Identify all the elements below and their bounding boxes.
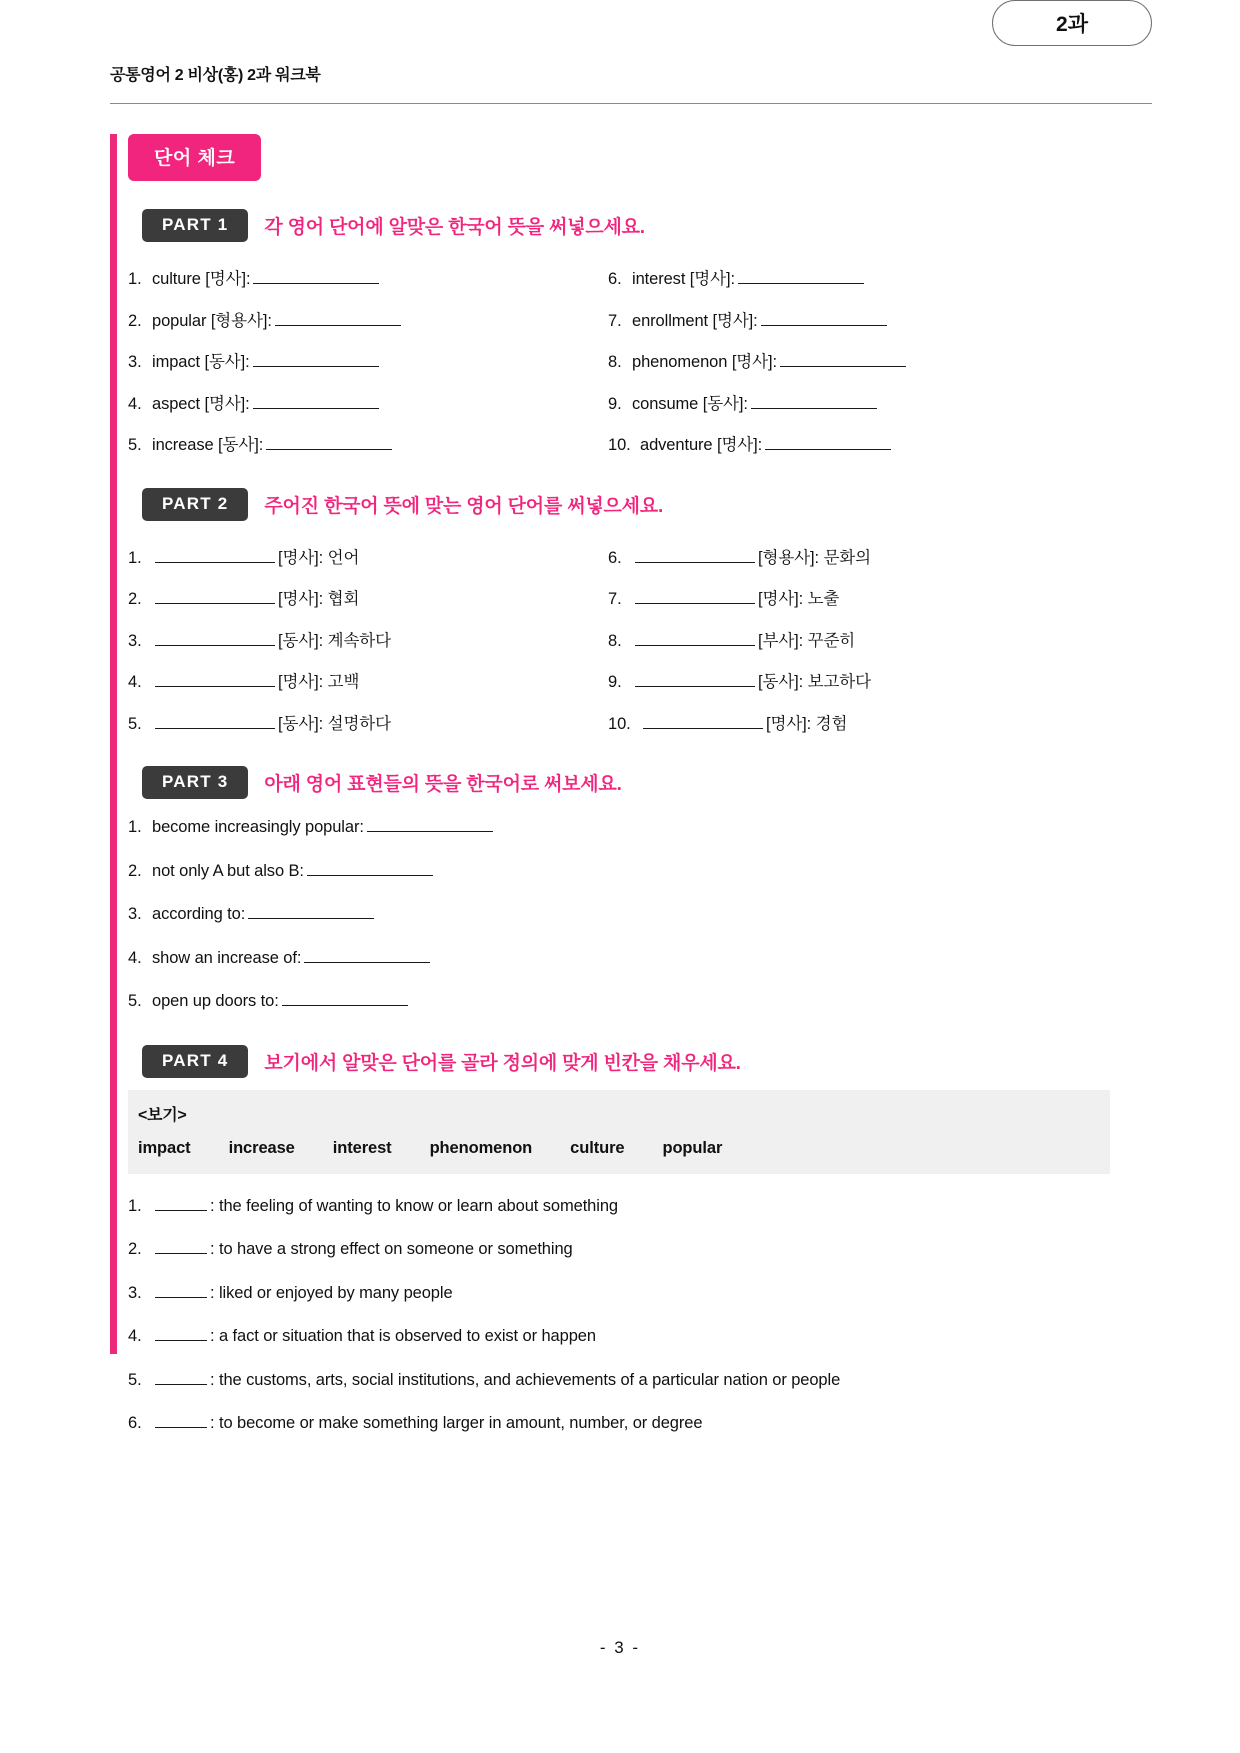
item-number: 2. <box>128 1240 142 1258</box>
item-text: become increasingly popular: <box>152 818 364 836</box>
part1-item-9 <box>608 383 1110 425</box>
answer-blank[interactable] <box>761 312 887 326</box>
part4-item-4 <box>128 1314 1110 1358</box>
word-bank-words <box>138 1139 1100 1158</box>
item-text: [동사]: 보고하다 <box>758 673 871 691</box>
item-text: popular [형용사]: <box>152 311 272 330</box>
item-text: [명사]: 경험 <box>766 714 848 733</box>
part4-item-5 <box>128 1358 1110 1402</box>
item-number: 6. <box>128 1414 142 1432</box>
part3-item-4 <box>128 936 1110 980</box>
item-number: 8. <box>608 353 622 371</box>
word-bank-label: <보기> <box>138 1106 187 1124</box>
answer-blank[interactable] <box>367 818 493 832</box>
part4-instruction: 보기에서 알맞은 단어를 골라 정의에 맞게 빈칸을 채우세요. <box>264 1052 741 1074</box>
part4-tag: PART 4 <box>142 1045 248 1078</box>
item-text: show an increase of: <box>152 948 302 967</box>
part2-instruction: 주어진 한국어 뜻에 맞는 영어 단어를 써넣으세요. <box>264 495 664 517</box>
answer-blank[interactable] <box>751 395 877 409</box>
item-number: 3. <box>128 631 142 650</box>
part2-header <box>142 488 1110 521</box>
item-number: 10. <box>608 714 631 733</box>
part2-items <box>128 537 1110 745</box>
answer-blank[interactable] <box>155 1371 207 1385</box>
answer-blank[interactable] <box>635 590 755 604</box>
item-text: according to: <box>152 905 246 923</box>
answer-blank[interactable] <box>155 1414 207 1428</box>
answer-blank[interactable] <box>780 353 906 367</box>
item-text: open up doors to: <box>152 992 279 1010</box>
item-text: phenomenon [명사]: <box>632 353 777 371</box>
item-text: aspect [명사]: <box>152 394 250 413</box>
answer-blank[interactable] <box>253 353 379 367</box>
part2-item-7 <box>608 578 1110 620</box>
part1-item-2 <box>128 300 598 342</box>
part4-item-1 <box>128 1184 1110 1228</box>
part1-instruction: 각 영어 단어에 알맞은 한국어 뜻을 써넣으세요. <box>264 217 645 238</box>
item-text: [명사]: 언어 <box>278 548 360 567</box>
part1-item-1 <box>128 258 598 300</box>
part1-item-5 <box>128 424 598 466</box>
answer-blank[interactable] <box>738 270 864 284</box>
item-text: impact [동사]: <box>152 353 250 371</box>
item-number: 10. <box>608 436 631 454</box>
answer-blank[interactable] <box>155 1327 207 1341</box>
part3-instruction: 아래 영어 표현들의 뜻을 한국어로 써보세요. <box>264 774 622 795</box>
part4-items <box>128 1184 1110 1445</box>
part2-item-10 <box>608 703 1110 745</box>
part3-header <box>142 766 1110 799</box>
workbook-title: 공통영어 2 비상(홍) 2과 워크북 <box>110 67 321 84</box>
item-number: 3. <box>128 353 142 371</box>
worksheet-content <box>110 134 1110 1445</box>
part1-tag: PART 1 <box>142 209 248 242</box>
answer-blank[interactable] <box>248 905 374 919</box>
answer-blank[interactable] <box>266 436 392 450</box>
part4-item-6 <box>128 1401 1110 1445</box>
item-number: 2. <box>128 590 142 608</box>
word-bank-item: impact <box>138 1138 191 1157</box>
answer-blank[interactable] <box>635 632 755 646</box>
part3-item-5 <box>128 979 1110 1023</box>
section-title-chip: 단어 체크 <box>128 134 261 181</box>
answer-blank[interactable] <box>155 715 275 729</box>
item-text: not only A but also B: <box>152 861 304 880</box>
part2-item-4 <box>128 661 598 703</box>
item-text: : a fact or situation that is observed to exist or happen <box>210 1327 596 1345</box>
item-number: 2. <box>128 311 142 330</box>
part2-item-6 <box>608 537 1110 579</box>
part2-item-5 <box>128 703 598 745</box>
answer-blank[interactable] <box>635 673 755 687</box>
part3-item-3 <box>128 892 1110 936</box>
item-number: 7. <box>608 311 622 330</box>
part4-item-3 <box>128 1271 1110 1315</box>
item-number: 5. <box>128 992 142 1010</box>
lesson-badge: 2과 <box>992 0 1152 46</box>
item-text: [형용사]: 문화의 <box>758 548 871 567</box>
part3-item-1 <box>128 805 1110 849</box>
item-text: [동사]: 계속하다 <box>278 631 391 650</box>
answer-blank[interactable] <box>155 673 275 687</box>
item-number: 1. <box>128 818 142 836</box>
page-footer <box>0 1638 1240 1658</box>
item-text: adventure [명사]: <box>640 436 763 454</box>
word-bank-item: increase <box>228 1138 295 1157</box>
word-bank-item: culture <box>570 1138 625 1157</box>
item-number: 9. <box>608 394 622 413</box>
answer-blank[interactable] <box>282 992 408 1006</box>
item-number: 4. <box>128 948 142 967</box>
item-number: 5. <box>128 436 142 454</box>
part3-tag: PART 3 <box>142 766 248 799</box>
answer-blank[interactable] <box>253 395 379 409</box>
item-text: : the feeling of wanting to know or learn about something <box>210 1196 618 1215</box>
item-number: 2. <box>128 861 142 880</box>
part2-tag: PART 2 <box>142 488 248 521</box>
word-bank-box <box>128 1090 1110 1174</box>
item-text: enrollment [명사]: <box>632 311 758 330</box>
item-number: 9. <box>608 673 622 691</box>
item-text: : liked or enjoyed by many people <box>210 1283 453 1302</box>
answer-blank[interactable] <box>155 1284 207 1298</box>
item-number: 3. <box>128 905 142 923</box>
part1-item-6 <box>608 258 1110 300</box>
word-bank-item: popular <box>662 1138 723 1157</box>
answer-blank[interactable] <box>155 549 275 563</box>
item-number: 1. <box>128 548 142 567</box>
answer-blank[interactable] <box>253 270 379 284</box>
answer-blank[interactable] <box>155 590 275 604</box>
item-text: interest [명사]: <box>632 270 735 288</box>
part1-item-3 <box>128 341 598 383</box>
item-text: : to have a strong effect on someone or something <box>210 1240 573 1258</box>
word-bank-item: phenomenon <box>429 1138 533 1157</box>
part3-item-2 <box>128 849 1110 893</box>
part1-items <box>128 258 1110 466</box>
answer-blank[interactable] <box>765 436 891 450</box>
part1-item-4 <box>128 383 598 425</box>
part4-header <box>142 1045 1110 1078</box>
item-number: 1. <box>128 1196 142 1215</box>
item-number: 4. <box>128 1327 142 1345</box>
header-divider <box>110 103 1152 104</box>
item-text: : the customs, arts, social institutions, and achievements of a particular nation or people <box>210 1370 841 1389</box>
answer-blank[interactable] <box>275 312 401 326</box>
page-number: - 3 - <box>599 1638 641 1657</box>
item-number: 3. <box>128 1283 142 1302</box>
item-text: [명사]: 협회 <box>278 590 360 608</box>
item-text: consume [동사]: <box>632 394 748 413</box>
item-number: 4. <box>128 673 142 691</box>
answer-blank[interactable] <box>635 549 755 563</box>
item-text: culture [명사]: <box>152 270 251 288</box>
part3-items <box>128 805 1110 1023</box>
word-bank-item: interest <box>332 1138 392 1157</box>
item-number: 7. <box>608 590 622 608</box>
item-text: increase [동사]: <box>152 436 264 454</box>
item-text: : to become or make something larger in amount, number, or degree <box>210 1414 703 1432</box>
answer-blank[interactable] <box>643 715 763 729</box>
part2-item-2 <box>128 578 598 620</box>
answer-blank[interactable] <box>304 949 430 963</box>
part2-item-8 <box>608 620 1110 662</box>
part2-item-9 <box>608 661 1110 703</box>
item-text: [부사]: 꾸준히 <box>758 631 856 650</box>
item-text: [동사]: 설명하다 <box>278 714 391 733</box>
item-number: 6. <box>608 548 622 567</box>
answer-blank[interactable] <box>155 632 275 646</box>
part2-item-3 <box>128 620 598 662</box>
item-text: [명사]: 고백 <box>278 673 360 691</box>
part1-item-8 <box>608 341 1110 383</box>
part4-item-2 <box>128 1227 1110 1271</box>
item-number: 1. <box>128 270 142 288</box>
part1-item-7 <box>608 300 1110 342</box>
part1-item-10 <box>608 424 1110 466</box>
item-number: 5. <box>128 1370 142 1389</box>
part1-header <box>142 209 1110 242</box>
item-number: 4. <box>128 394 142 413</box>
answer-blank[interactable] <box>155 1240 207 1254</box>
item-text: [명사]: 노출 <box>758 590 840 608</box>
item-number: 5. <box>128 714 142 733</box>
item-number: 6. <box>608 270 622 288</box>
answer-blank[interactable] <box>155 1197 207 1211</box>
answer-blank[interactable] <box>307 862 433 876</box>
item-number: 8. <box>608 631 622 650</box>
page-header <box>110 0 1152 110</box>
part2-item-1 <box>128 537 598 579</box>
